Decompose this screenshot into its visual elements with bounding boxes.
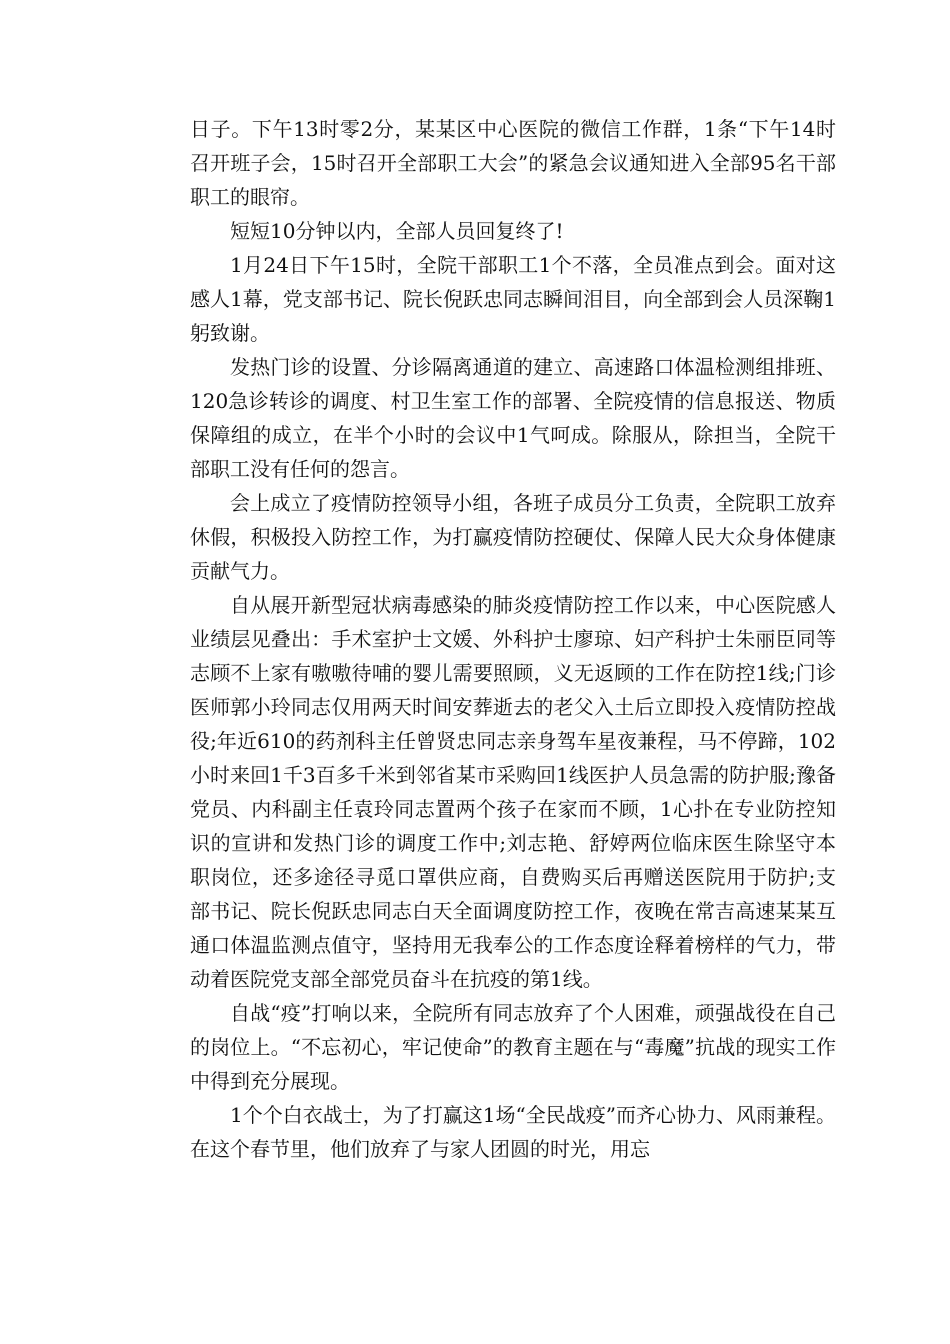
paragraph-5: 会上成立了疫情防控领导小组，各班子成员分工负责，全院职工放弃休假，积极投入防控工作，为打赢疫情防控硬仗、保障人民大众身体健康贡献气力。 (190, 491, 836, 583)
paragraph-6: 自从展开新型冠状病毒感染的肺炎疫情防控工作以来，中心医院感人业绩层见叠出：手术室护士文媛、外科护士廖琼、妇产科护士朱丽臣同等志顾不上家有嗷嗷待哺的婴儿需要照顾，义无返顾的工作在防控1线;门诊医师郭小玲同志仅用两天时间安葬逝去的老父入土后立即投入疫情防控战役;年近610的药剂科主任曾贤忠同志亲身驾车星夜兼程，马不停蹄，102小时来回1千3百多千米到邻省某市采购回1线医护人员急需的防护服;豫备党员、内科副主任袁玲同志置两个孩子在家而不顾，1心扑在专业防控知识的宣讲和发热门诊的调度工作中;刘志艳、舒婷两位临床医生除坚守本职岗位，还多途径寻觅口罩供应商，自费购买后再赠送医院用于防护;支部书记、院长倪跃忠同志白天全面调度防控工作，夜晚在常吉高速某某互通口体温监测点值守，坚持用无我奉公的工作态度诠释着榜样的气力，带动着医院党支部全部党员奋斗在抗疫的第1线。 (190, 593, 836, 991)
paragraph-8: 1个个白衣战士，为了打赢这1场“全民战疫”而齐心协力、风雨兼程。在这个春节里，他们放弃了与家人团圆的时光，用忘 (190, 1103, 836, 1161)
document-body (190, 112, 836, 1166)
paragraph-3: 1月24日下午15时，全院干部职工1个不落，全员准点到会。面对这感人1幕，党支部书记、院长倪跃忠同志瞬间泪目，向全部到会人员深鞠1躬致谢。 (190, 253, 836, 345)
paragraph-7: 自战“疫”打响以来，全院所有同志放弃了个人困难，顽强战役在自己的岗位上。“不忘初心，牢记使命”的教育主题在与“毒魔”抗战的现实工作中得到充分展现。 (190, 1001, 836, 1093)
paragraph-2: 短短10分钟以内，全部人员回复终了! (230, 219, 564, 243)
paragraph-1: 日子。下午13时零2分，某某区中心医院的微信工作群，1条“下午14时召开班子会，15时召开全部职工大会”的紧急会议通知进入全部95名干部职工的眼帘。 (190, 117, 836, 209)
paragraph-4: 发热门诊的设置、分诊隔离通道的建立、高速路口体温检测组排班、120急诊转诊的调度、村卫生室工作的部署、全院疫情的信息报送、物质保障组的成立，在半个小时的会议中1气呵成。除服从，除担当，全院干部职工没有任何的怨言。 (190, 355, 836, 481)
